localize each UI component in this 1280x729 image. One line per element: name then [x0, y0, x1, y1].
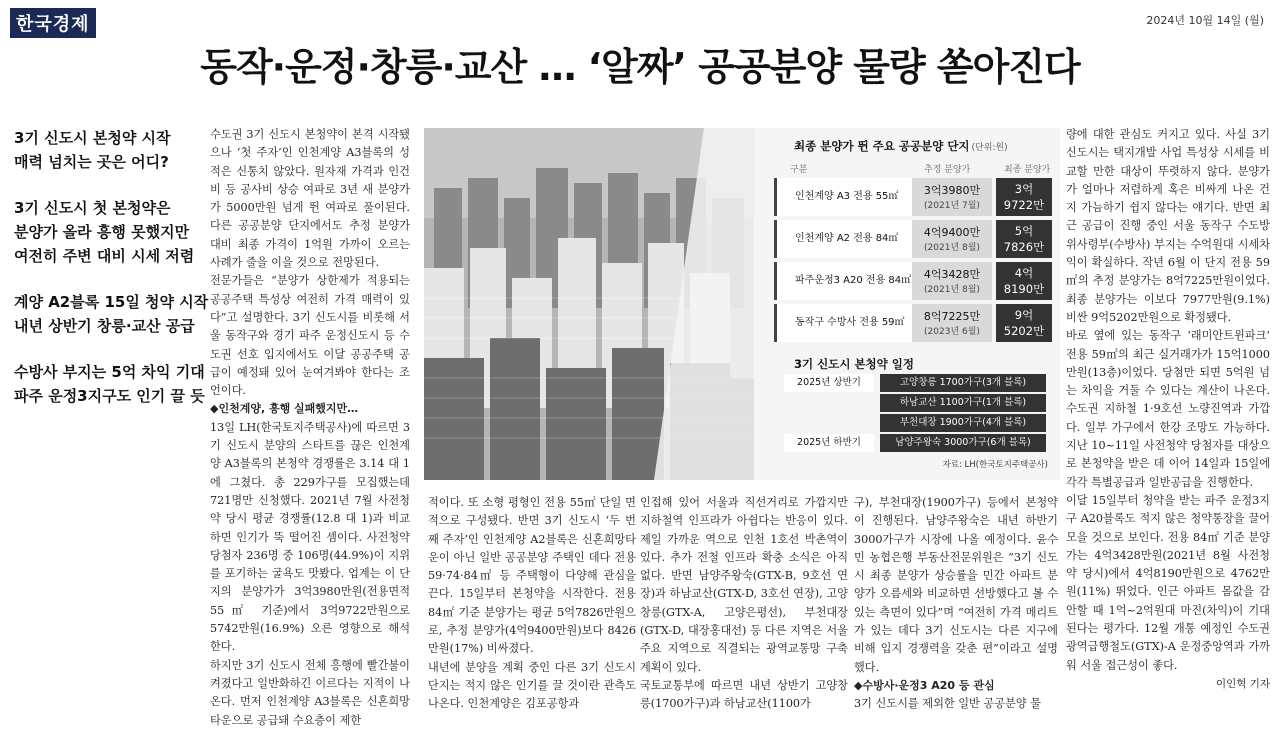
estimated-price-date: (2021년 7월) — [924, 201, 980, 211]
schedule-half: 2025년 상반기 — [784, 374, 874, 392]
article-headline: 동작·운정·창릉·교산 … ‘알짜’ 공공분양 물량 쏟아진다 — [200, 45, 1080, 89]
complex-name: 파주운정3 A20 전용 84㎡ — [774, 262, 912, 300]
subheadings — [14, 126, 209, 430]
paragraph: 량에 대한 관심도 커지고 있다. 사실 3기 신도시는 택지개발 사업 특성상 시세를 비교할 만한 대상이 뚜렷하지 않다. 분양가가 얼마나 저렴하게 혹은 비싸게 나온 건지 가늠하기 쉽지 않다는 얘기다. 반면 최근 공급이 진행 중인 서울 동작구 수도방위사령부(수방사) 부지는 수억원대 시세차익이 확실하다. 작년 6월 이 단지 전용 59㎡의 추정 분양가는 8억7225만원이었다. 최종 분양가는 이보다 7977만원(9.1%) 비싼 9억5202만원으로 확정됐다. — [1066, 128, 1270, 324]
final-price — [996, 220, 1052, 258]
article-column-1 — [210, 126, 410, 726]
schedule-row — [784, 434, 1046, 452]
final-price-line: 4억 — [1014, 266, 1034, 280]
schedule-row — [784, 414, 1046, 432]
price-row — [774, 178, 1054, 216]
subheading — [14, 196, 194, 268]
subheading-line: 파주 운정3지구도 인기 끌 듯 — [14, 387, 205, 405]
paragraph: 국토교통부에 따르면 내년 상반기 고양창릉(1700가구)과 하남교산(1100가 — [640, 678, 848, 711]
paragraph: 바로 옆에 있는 동작구 ‘래미안트윈파크’ 전용 59㎡의 최근 실거래가가 15억1000만원(13층)이었다. 당첨만 되면 5억원 넘는 차익을 거둘 수 있다는 계산이 나온다. 수도권 지하철 1·9호선 노량진역과 가깝다. 일부 가구에서 한강 조망도 가능하다. 지난 10~11일 사전청약 당첨자를 대상으로 본청약을 받은 데 이어 14일과 15일에 각각 특별공급과 일반공급을 진행한다. — [1066, 329, 1270, 489]
publication-date: 2024년 10월 14일 (월) — [1146, 14, 1264, 27]
subheading — [14, 126, 194, 174]
estimated-price-date: (2021년 8월) — [924, 285, 980, 295]
final-price-line: 5억 — [1014, 224, 1034, 238]
schedule-site: 고양창릉 1700가구(3개 블록) — [880, 374, 1046, 392]
price-table-title — [794, 138, 1008, 154]
subheading-line: 3기 신도시 첫 본청약은 — [14, 199, 171, 217]
estimated-price-date: (2023년 6월) — [924, 327, 980, 337]
price-table-unit: (단위:원) — [971, 143, 1008, 153]
schedule-half: 2025년 하반기 — [784, 434, 874, 452]
price-row — [774, 262, 1054, 300]
paragraph: 적이다. 또 소형 평형인 전용 55㎡ 단일 면적으로 구성됐다. 반면 3기 신도시 ‘두 번째 주자’인 인천계양 A2블록은 신혼희망타운이 아닌 일반 공공분양 주택인 데다 전용 59·74·84㎡ 등 주택형이 다양해 관심을 끈다. 15일부터 본청약을 시작한다. 전용 84㎡ 기준 분양가는 평균 5억7826만원으로, 추정 분양가(4억9400만원)보다 8426만원(17%) 비싸졌다. — [428, 496, 636, 656]
paragraph: 인접해 있어 서울과 직선거리로 가깝지만 지하철역 인프라가 아쉽다는 반응이 있다. 제일 가까운 역으로 인천 1호선 박촌역이 있다. 추가 전철 인프라 확충 소식은 아직 없다. 반면 남양주왕숙(GTX-B, 9호선 연장)과 하남교산(GTX-D, 3호선 연장), 고양창릉(GTX-A, 고양은평선), 부천대장(GTX-D, 대장홍대선) 등 다른 지역은 서울 주요 지역으로 직결되는 광역교통망 구축 계획이 있다. — [640, 496, 848, 674]
article-column-2 — [428, 494, 636, 726]
paragraph: 3기 신도시를 제외한 일반 공공분양 물 — [854, 697, 1042, 711]
apartment-photo — [424, 128, 754, 480]
article-column-3 — [640, 494, 848, 726]
estimated-price-date: (2021년 8월) — [924, 243, 980, 253]
subheading — [14, 290, 209, 338]
complex-name: 인천계양 A3 전용 55㎡ — [774, 178, 912, 216]
paragraph: 내년에 분양을 계획 중인 다른 3기 신도시 단지는 적지 않은 인기를 끌 것이란 관측도 나온다. 인천계양은 김포공항과 — [428, 660, 636, 711]
newspaper-logo: 한국경제 — [10, 8, 96, 38]
price-row — [774, 220, 1054, 258]
article-column-5 — [1066, 126, 1270, 726]
estimated-price — [912, 220, 992, 258]
subheading-line: 분양가 올라 흥행 못했지만 — [14, 223, 190, 241]
subheading-line: 내년 상반기 창릉·교산 공급 — [14, 317, 195, 335]
section-heading: ◆인천계양, 흥행 실패했지만… — [210, 402, 359, 416]
final-price-line: 5202만 — [1003, 324, 1045, 338]
complex-name: 인천계양 A2 전용 84㎡ — [774, 220, 912, 258]
final-price — [996, 262, 1052, 300]
estimated-price-value: 8억7225만 — [923, 310, 981, 323]
section-heading: ◆수방사·운정3 A20 등 관심 — [854, 678, 995, 692]
photo-infographic — [424, 128, 1060, 480]
schedule-row — [784, 394, 1046, 412]
paragraph: 수도권 3기 신도시 본청약이 본격 시작됐으나 ‘첫 주자’인 인천계양 A3블록의 성적은 신통치 않았다. 원자재 가격과 인건비 등 공사비 상승 여파로 3년 새 분양가가 5000만원 넘게 뛴 여파로 풀이된다. 다른 공공분양 단지에서도 추정 분양가 대비 최종 가격이 1억원 가까이 오르는 사례가 줄을 이을 것으로 전망된다. — [210, 128, 410, 270]
apartment-skyline-image — [424, 128, 754, 480]
schedule-site: 하남교산 1100가구(1개 블록) — [880, 394, 1046, 412]
subheading-line: 계양 A2블록 15일 청약 시작 — [14, 293, 209, 311]
final-price-line: 9억 — [1014, 308, 1034, 322]
schedule-row — [784, 374, 1046, 392]
estimated-price-value: 4억9400만 — [923, 226, 981, 239]
schedule-title: 3기 신도시 본청약 일정 — [794, 357, 914, 371]
article-column-4 — [854, 494, 1058, 726]
subheading-line: 여전히 주변 대비 시세 저렴 — [14, 247, 195, 265]
reporter-byline: 이인혁 기자 — [1215, 677, 1270, 690]
estimated-price-value: 3억3980만 — [923, 184, 981, 197]
paragraph: 하지만 3기 신도시 전체 흥행에 빨간불이 켜졌다고 일반화하긴 이르다는 지적이 나온다. 먼저 인천계양 A3블록은 신혼희망타운으로 공급돼 수요층이 제한 — [210, 658, 410, 726]
schedule-site: 부천대장 1900가구(4개 블록) — [880, 414, 1046, 432]
final-price-line: 7826만 — [1003, 240, 1045, 254]
final-price-line: 3억 — [1014, 182, 1034, 196]
schedule-site: 남양주왕숙 3000가구(6개 블록) — [880, 434, 1046, 452]
paragraph: 전문가들은 “분양가 상한제가 적용되는 공공주택 특성상 여전히 가격 매력이 있다”고 설명한다. 3기 신도시를 비롯해 서울 동작구와 경기 파주 운정신도시 등 수도권 선호 입지에서도 이달 공공주택 공급이 예정돼 있어 눈여겨봐야 한다는 조언이다. — [210, 274, 410, 398]
col-header-site: 구분 — [790, 165, 808, 175]
infographic-source: 자료: LH(한국토지주택공사) — [942, 460, 1048, 470]
paragraph: 13일 LH(한국토지주택공사)에 따르면 3기 신도시 분양의 스타트를 끊은 인천계양 A3블록의 본청약 경쟁률은 3.14 대 1에 그쳤다. 총 229가구를 모집했는데 721명만 신청했다. 2021년 7월 사전청약 당시 평균 경쟁률(12.8 대 1)과 비교하면 인기가 뚝 떨어진 셈이다. 사전청약 당첨자 236명 중 106명(44.9%)이 지위를 포기하는 굴욕도 맛봤다. 업계는 이 단지의 분양가가 3억3980만원(전용면적 55㎡ 기준)에서 3억9722만원으로 5742만원(16.9%) 오른 영향으로 해석한다. — [210, 420, 410, 654]
estimated-price — [912, 262, 992, 300]
paragraph: 구), 부천대장(1900가구) 등에서 본청약이 진행된다. 남양주왕숙은 내년 하반기 3000가구가 시장에 나올 예정이다. 윤수민 농협은행 부동산전문위원은 “3기 신도시 최종 분양가 상승률을 민간 아파트 분양가 오름세와 비교하면 선방했다고 볼 수 있는 측면이 있다”며 “여전히 가격 메리트가 있는 데다 3기 신도시는 다른 지구에 비해 입지 경쟁력을 갖춘 편”이라고 설명했다. — [854, 496, 1058, 674]
paragraph: 이달 15일부터 청약을 받는 파주 운정3지구 A20블록도 적지 않은 청약통장을 끌어모을 것으로 보인다. 전용 84㎡ 기준 분양가는 4억3428만원(2021년 8월 사전청약 당시)에서 4억8190만원으로 4762만원(11%) 뛰었다. 인근 아파트 몸값을 감안할 때 1억~2억원대 마진(차익)이 기대된다는 평가다. 12월 개통 예정인 수도권광역급행철도(GTX)-A 운정중앙역과 가까워 서울 접근성이 좋다. — [1066, 493, 1270, 672]
subheading-line: 매력 넘치는 곳은 어디? — [14, 153, 169, 171]
subheading-line: 수방사 부지는 5억 차익 기대 — [14, 363, 205, 381]
subheading — [14, 360, 205, 408]
col-header-final: 최종 분양가 — [1004, 165, 1051, 175]
complex-name: 동작구 수방사 전용 59㎡ — [774, 304, 912, 342]
price-table-title-text: 최종 분양가 뛴 주요 공공분양 단지 — [794, 139, 970, 153]
col-header-estimated: 추정 분양가 — [924, 165, 971, 175]
subheading-line: 3기 신도시 본청약 시작 — [14, 129, 171, 147]
estimated-price — [912, 304, 992, 342]
estimated-price — [912, 178, 992, 216]
final-price-line: 8190만 — [1003, 282, 1045, 296]
price-row — [774, 304, 1054, 342]
final-price — [996, 304, 1052, 342]
final-price-line: 9722만 — [1003, 198, 1045, 212]
estimated-price-value: 4억3428만 — [923, 268, 981, 281]
final-price — [996, 178, 1052, 216]
